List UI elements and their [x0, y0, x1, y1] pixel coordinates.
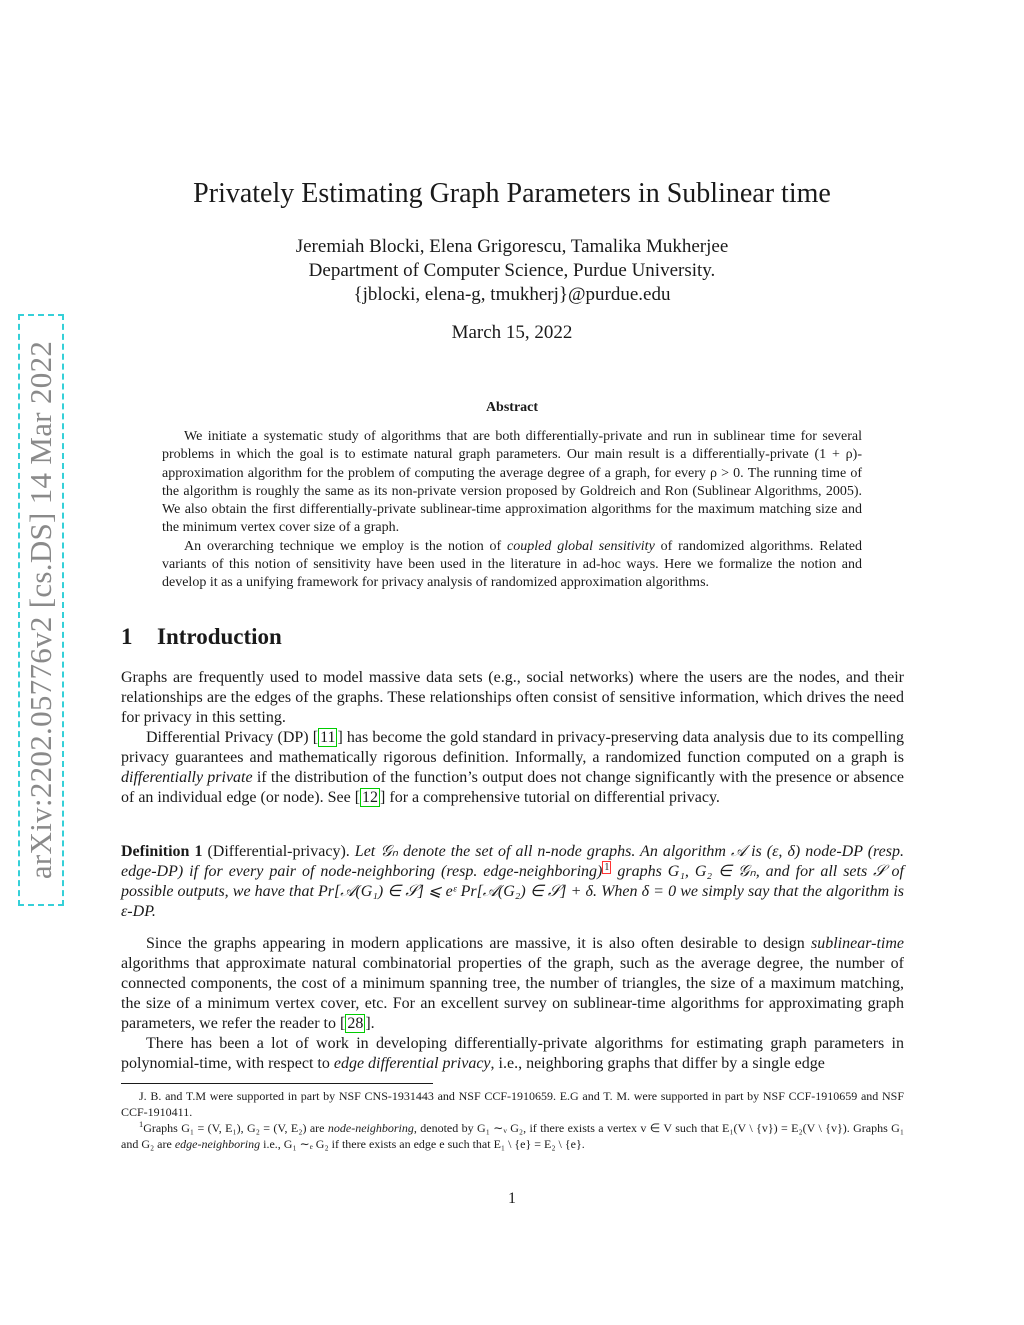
abstract-paragraph-1: We initiate a systematic study of algorithms that are both differentially-private and run in sublinear time for several problems in which the goal is to estimate natural graph parameters. Our main result is a differentially-private (1 + ρ)-approximation algorithm for the problem of computing the average degree of a graph, for every ρ > 0. The running time of the algorithm is roughly the same as its non-private version proposed by Goldreich and Ron (Sublinear Algorithms, 2005). We also obtain the first differentially-private sublinear-time approximation algorithms for the maximum matching size and the minimum vertex cover size of a graph. [162, 429, 862, 536]
definition-text: graphs G₁, G₂ ∈ 𝒢ₙ, and for all sets 𝒮 of possible outputs, we have that Pr[𝒜(G₁) ∈ 𝒮] ⩽ eᵋ Pr[𝒜(G₂) ∈ 𝒮] + δ. When δ = 0 we simply say that the algorithm is ε-DP. [121, 863, 904, 920]
emails: {jblocki, elena-g, tmukherj}@purdue.edu [353, 284, 671, 305]
affiliation: Department of Computer Science, Purdue University. [308, 260, 716, 281]
definition-block [121, 842, 904, 922]
emphasis: differentially private [121, 769, 253, 786]
section-number: 1 [121, 624, 133, 649]
text-run: Graphs G₁ = (V, E₁), G₂ = (V, E₂) are [143, 1121, 328, 1135]
definition-name: (Differential-privacy). [202, 843, 350, 860]
citation-link[interactable]: 12 [362, 789, 379, 806]
definition-text: Let 𝒢ₙ denote the set of all n-node graphs. An algorithm 𝒜 is (ε, δ) node-DP (resp. edge-DP) if for every pair of node-neighboring (resp. edge-neighboring) [121, 843, 904, 880]
text-run: of randomized algorithms. Related variants of this notion of sensitivity have been used in the literature in ad-hoc ways. Here we formalize the notion and develop it as a unifying framework for privacy analysis of randomized approximation algorithms. [162, 538, 862, 591]
text-run: There has been a lot of work in developing differentially-private algorithms for estimating graph parameters in polynomial-time, with respect to [121, 1035, 904, 1072]
citation-link[interactable]: 28 [347, 1015, 364, 1032]
definition-1 [121, 842, 904, 922]
date: March 15, 2022 [451, 322, 573, 343]
intro-text [121, 668, 904, 808]
footnote-link[interactable]: 1 [604, 861, 610, 873]
footnote-rule [121, 1083, 433, 1084]
definition-label: Definition 1 [121, 843, 203, 860]
emphasis: edge differential privacy [333, 1055, 491, 1072]
emphasis: coupled global sensitivity [507, 538, 655, 554]
section-title: Introduction [157, 624, 282, 649]
text-run: Since the graphs appearing in modern applications are massive, it is also often desirable to design [146, 935, 811, 952]
citation-link[interactable]: 11 [320, 729, 336, 746]
page-number: 1 [508, 1190, 516, 1207]
intro-paragraph-1: Graphs are frequently used to model massive data sets (e.g., social networks) where the users are the nodes, and their relationships are the edges of the graphs. These relationships often consist of sensitive information, which drives the need for privacy in this setting. [121, 669, 904, 726]
funding-note: J. B. and T.M were supported in part by NSF CNS-1931443 and NSF CCF-1910659. E.G and T. M. were supported in part by NSF CCF-1910659 and NSF CCF-1910411. [121, 1089, 904, 1119]
text-run: ] has become the gold standard in privacy-preserving data analysis due to its compelling privacy guarantees and mathematically rigorous definition. Informally, a randomized function computed on a graph is [121, 729, 904, 766]
authors: Jeremiah Blocki, Elena Grigorescu, Tamalika Mukherjee [295, 236, 729, 257]
footnotes [121, 1088, 904, 1152]
intro-paragraph-2 [121, 728, 904, 808]
text-run: Differential Privacy (DP) [ [146, 729, 319, 746]
abstract-paragraph-2 [162, 538, 862, 593]
emphasis: sublinear-time [811, 935, 904, 952]
text-run: ]. [365, 1015, 375, 1032]
footnote-1 [121, 1120, 904, 1152]
text-run: algorithms that approximate natural combinatorial properties of the graph, such as the average degree, the number of connected components, the cost of a minimum spanning tree, the number of triangles, the size of a maximum matching, the size of a minimum vertex cover, etc. For an excellent survey on sublinear-time algorithms for approximating graph parameters, we refer the reader to [ [121, 955, 904, 1032]
sublinear-text [121, 934, 904, 1074]
text-run: , denoted by G₁ ∼ᵥ G₂, if there exists a vertex v ∈ V such that E₁(V \ {v}) = E₂(V \ {v}). Graphs G₁ and G₂ are [121, 1121, 904, 1151]
abstract-heading: Abstract [485, 400, 539, 415]
text-run: An overarching technique we employ is the notion of [184, 538, 508, 554]
abstract [162, 428, 862, 593]
footnote-mark: 1 [139, 1120, 144, 1129]
text-run: ] for a comprehensive tutorial on differential privacy. [380, 789, 720, 806]
emphasis: node-neighboring [327, 1121, 414, 1135]
section-heading [121, 624, 282, 650]
arxiv-id: arXiv:2202.05776v2 [cs.DS] 14 Mar 2022 [23, 340, 58, 880]
text-run: , i.e., neighboring graphs that differ by a single edge [490, 1055, 825, 1072]
emphasis: edge-neighboring [174, 1137, 261, 1151]
text-run: if the distribution of the function’s output does not change significantly with the presence or absence of an individual edge (or node). See [ [121, 769, 905, 806]
text-run: i.e., G₁ ∼ₑ G₂ if there exists an edge e such that E₁ \ {e} = E₂ \ {e}. [260, 1137, 585, 1151]
paper-title: Privately Estimating Graph Parameters in Sublinear time [193, 178, 831, 209]
sublinear-paragraph-1 [121, 934, 904, 1034]
sublinear-paragraph-2 [121, 1034, 904, 1074]
